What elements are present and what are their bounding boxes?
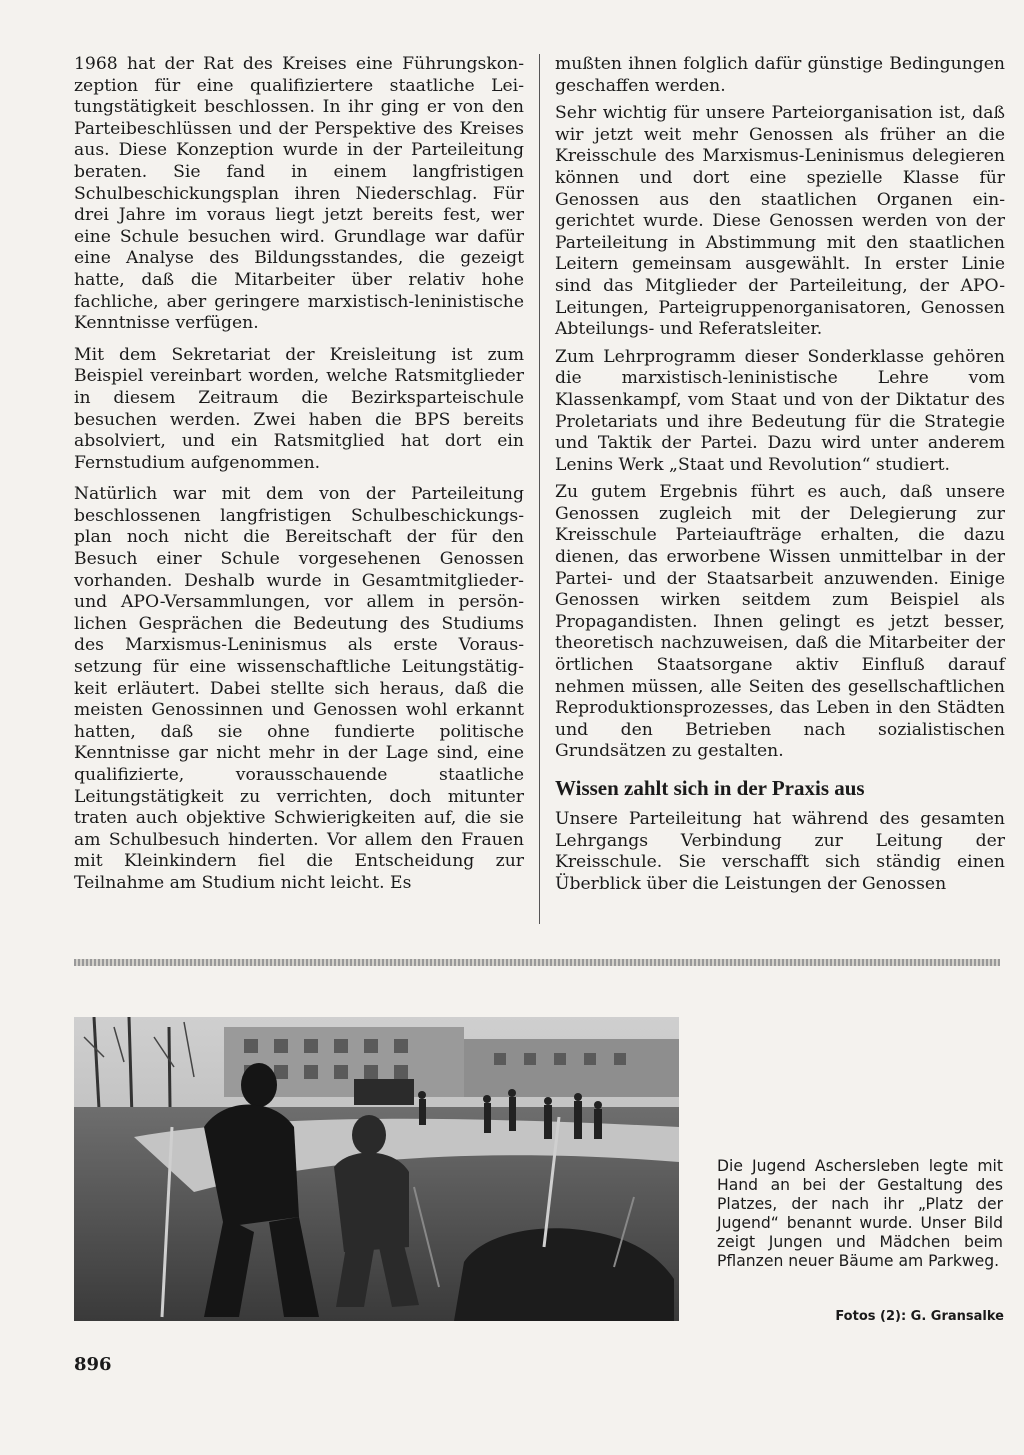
section-separator	[74, 959, 1000, 966]
paragraph: mußten ihnen folglich dafür günstige Bedingungen geschaffen werden.	[555, 54, 1005, 96]
photo	[74, 1017, 679, 1321]
paragraph: 1968 hat der Rat des Kreises eine Führungskonzeption für eine qualifiziertere staatliche Leitungstätigkeit beschlossen. In ihr ging er von den Parteibeschlüssen und der Perspektive des Kreises aus. Diese Konzeption wurde in der Parteileitung beraten. Sie fand in einem langfristigen Schulbeschickungsplan ihren Niederschlag. Für drei Jahre im voraus liegt jetzt bereits fest, wer eine Schule besuchen wird. Grundlage war dafür eine Analyse des Bildungsstandes, die gezeigt hatte, daß die Mitarbeiter über relativ hohe fachliche, aber geringere marxistisch-leninistische Kenntnisse verfügen.	[74, 54, 524, 334]
right-column	[555, 54, 1005, 901]
paragraph: Zu gutem Ergebnis führt es auch, daß unsere Genossen zugleich mit der Delegierung zur Kreisschule Parteiaufträge erhalten, die dazu dienen, das erworbene Wissen unmittelbar in der Partei- und der Staatsarbeit anzuwenden. Einige Genossen wirken seitdem zum Beispiel als Propagandisten. Ihnen gelingt es jetzt besser, theoretisch nachzuweisen, daß die Mitarbeiter der örtlichen Staatsorgane aktiv Einfluß darauf nehmen müssen, alle Seiten des gesellschaftlichen Reproduktionsprozesses, das Leben in den Städten und den Betrieben nach sozialistischen Grundsätzen zu gestalten.	[555, 482, 1005, 762]
paragraph: Natürlich war mit dem von der Parteileitung beschlossenen langfristigen Schulbeschickungsplan noch nicht die Bereitschaft der für den Besuch einer Schule vorgesehenen Genossen vorhanden. Deshalb wurde in Gesamtmitglieder- und APO-Versammlungen, vor allem in persönlichen Gesprächen die Bedeutung des Studiums des Marxismus-Leninismus als erste Voraussetzung für eine wissenschaftliche Leitungstätigkeit erläutert. Dabei stellte sich heraus, daß die meisten Genossinnen und Genossen wohl erkannt hatten, daß sie ohne fundierte politische Kenntnisse gar nicht mehr in der Lage sind, eine qualifizierte, vorausschauende staatliche Leitungstätigkeit zu verrichten, doch mitunter traten auch objektive Schwierigkeiten auf, die sie am Schulbesuch hinderten. Vor allem den Frauen mit Kleinkindern fiel die Entscheidung zur Teilnahme am Studium nicht leicht. Es	[74, 484, 524, 893]
paragraph: Unsere Parteileitung hat während des gesamten Lehrgangs Verbindung zur Leitung der Kreisschule. Sie verschafft sich ständig einen Überblick über die Leistungen der Genossen	[555, 809, 1005, 894]
paragraph: Mit dem Sekretariat der Kreisleitung ist zum Beispiel vereinbart worden, welche Ratsmitglieder in diesem Zeitraum die Bezirksparteischule besuchen werden. Zwei haben die BPS bereits absolviert, und ein Ratsmitglied hat dort ein Fernstudium aufgenommen.	[74, 344, 524, 473]
column-divider	[539, 54, 540, 924]
page-number: 896	[74, 1354, 112, 1375]
paragraph: Sehr wichtig für unsere Parteiorganisation ist, daß wir jetzt weit mehr Genossen als früher an die Kreisschule des Marxismus-Leninismus delegieren können und dort eine spezielle Klasse für Genossen aus den staatlichen Organen eingerichtet wurde. Diese Genossen werden von der Parteileitung in Abstimmung mit den staatlichen Leitern gemeinsam ausgewählt. In erster Linie sind das Mitglieder der Parteileitung, der APO-Leitungen, Parteigruppenorganisatoren, Genossen Abteilungs- und Referatsleiter.	[555, 103, 1005, 340]
left-column	[74, 54, 524, 905]
section-heading: Wissen zahlt sich in der Praxis aus	[555, 776, 865, 800]
photo-credit: Fotos (2): G. Gransalke	[835, 1309, 1004, 1324]
paragraph: Zum Lehrprogramm dieser Sonderklasse gehören die marxistisch-leninistische Lehre vom Klassenkampf, vom Staat und von der Diktatur des Proletariats und ihre Bedeutung für die Strategie und Taktik der Partei. Dazu wird unter anderem Lenins Werk „Staat und Revolution“ studiert.	[555, 346, 1005, 475]
photo-caption: Die Jugend Aschersleben legte mit Hand an bei der Gestaltung des Platzes, der nach ihr „Platz der Jugend“ benannt wurde. Unser Bild zeigt Jungen und Mädchen beim Pflanzen neuer Bäume am Parkweg.	[717, 1157, 1003, 1270]
